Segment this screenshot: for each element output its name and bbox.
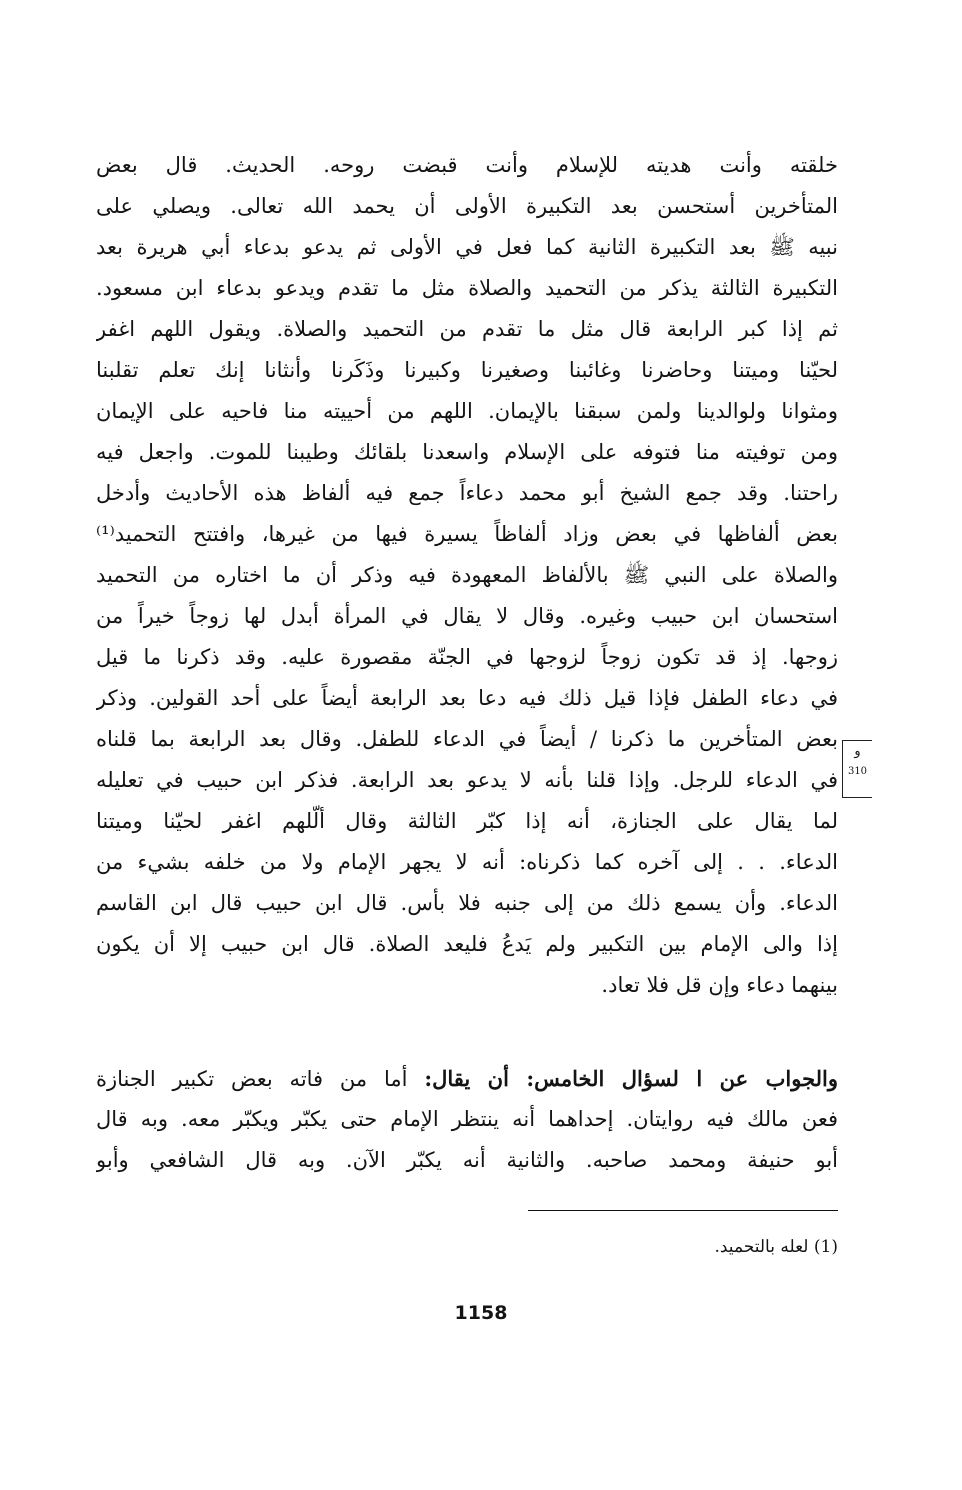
text-line: الدعاء. وأن يسمع ذلك من إلى جنبه فلا بأس. قال ابن حبيب قال ابن القاسم <box>96 891 838 915</box>
answer-paragraph <box>96 1058 838 1181</box>
text-line: أبو حنيفة ومحمد صاحبه. والثانية أنه يكبّر الآن. وبه قال الشافعي وأبو <box>96 1148 838 1172</box>
text-line: نبيه ﷺ بعد التكبيرة الثانية كما فعل في الأولى ثم يدعو بدعاء أبي هريرة بعد <box>96 235 838 259</box>
text-line: الدعاء. . . إلى آخره كما ذكرناه: أنه لا يجهر الإمام ولا من خلفه بشيء من <box>96 850 838 874</box>
text-line: ثم إذا كبر الرابعة قال مثل ما تقدم من التحميد والصلاة. ويقول اللهم اغفر <box>96 317 838 341</box>
answer-first-line: أما من فاته بعض تكبير الجنازة <box>96 1067 425 1091</box>
text-line: والصلاة على النبي ﷺ بالألفاظ المعهودة فيه وذكر أن ما اختاره من التحميد <box>96 563 838 587</box>
text-line: راحتنا. وقد جمع الشيخ أبو محمد دعاءاً جمع فيه ألفاظ هذه الأحاديث وأدخل <box>96 481 838 505</box>
text-line: فعن مالك فيه روايتان. إحداهما أنه ينتظر الإمام حتى يكبّر ويكبّر معه. وبه قال <box>96 1107 838 1131</box>
text-line: ومثوانا ولوالدينا ولمن سبقنا بالإيمان. اللهم من أحييته منا فاحيه على الإيمان <box>96 399 838 423</box>
folio-number: 310 <box>847 766 868 777</box>
text-line: خلقته وأنت هديته للإسلام وأنت قبضت روحه. الحديث. قال بعض <box>96 153 838 177</box>
answer-heading: والجواب عن ا لسؤال الخامس: أن يقال: <box>424 1066 838 1091</box>
text-line: بينهما دعاء وإن قل فلا تعاد. <box>601 973 838 997</box>
text-line: المتأخرين أستحسن بعد التكبيرة الأولى أن يحمد الله تعالى. ويصلي على <box>96 194 838 218</box>
main-paragraph <box>96 145 838 1006</box>
text-line: لحيّنا وميتنا وحاضرنا وغائبنا وصغيرنا وكبيرنا وذَكَرنا وأنثانا إنك تعلم تقلبنا <box>96 358 838 382</box>
manuscript-folio-marker <box>842 740 872 798</box>
page-number: 1158 <box>454 1302 508 1324</box>
text-line: بعض ألفاظها في بعض وزاد ألفاظاً يسيرة فيها من غيرها، وافتتح التحميد⁽¹⁾ <box>96 522 838 546</box>
footnote: (1) لعله بالتحميد. <box>714 1237 838 1257</box>
text-line: إذا والى الإمام بين التكبير ولم يَدعُ فليعد الصلاة. قال ابن حبيب إلا أن يكون <box>96 932 838 956</box>
text-line: استحسان ابن حبيب وغيره. وقال لا يقال في المرأة أبدل لها زوجاً خيراً من <box>96 604 838 628</box>
text-line: بعض المتأخرين ما ذكرنا / أيضاً في الدعاء للطفل. وقال بعد الرابعة بما قلناه <box>96 727 838 751</box>
text-line <box>96 1058 838 1099</box>
folio-letter: و <box>854 744 861 759</box>
text-line: التكبيرة الثالثة يذكر من التحميد والصلاة مثل ما تقدم ويدعو بدعاء ابن مسعود. <box>96 276 838 300</box>
text-line: في الدعاء للرجل. وإذا قلنا بأنه لا يدعو بعد الرابعة. فذكر ابن حبيب في تعليله <box>96 768 838 792</box>
footnote-divider <box>528 1210 838 1211</box>
text-line: في دعاء الطفل فإذا قيل ذلك فيه دعا بعد الرابعة أيضاً على أحد القولين. وذكر <box>96 686 838 710</box>
text-line: ومن توفيته منا فتوفه على الإسلام واسعدنا بلقائك وطيبنا للموت. واجعل فيه <box>96 440 838 464</box>
text-line: لما يقال على الجنازة، أنه إذا كبّر الثالثة وقال ألّلهم اغفر لحيّنا وميتنا <box>96 809 838 833</box>
text-line: زوجها. إذ قد تكون زوجاً لزوجها في الجنّة مقصورة عليه. وقد ذكرنا ما قيل <box>96 645 838 669</box>
